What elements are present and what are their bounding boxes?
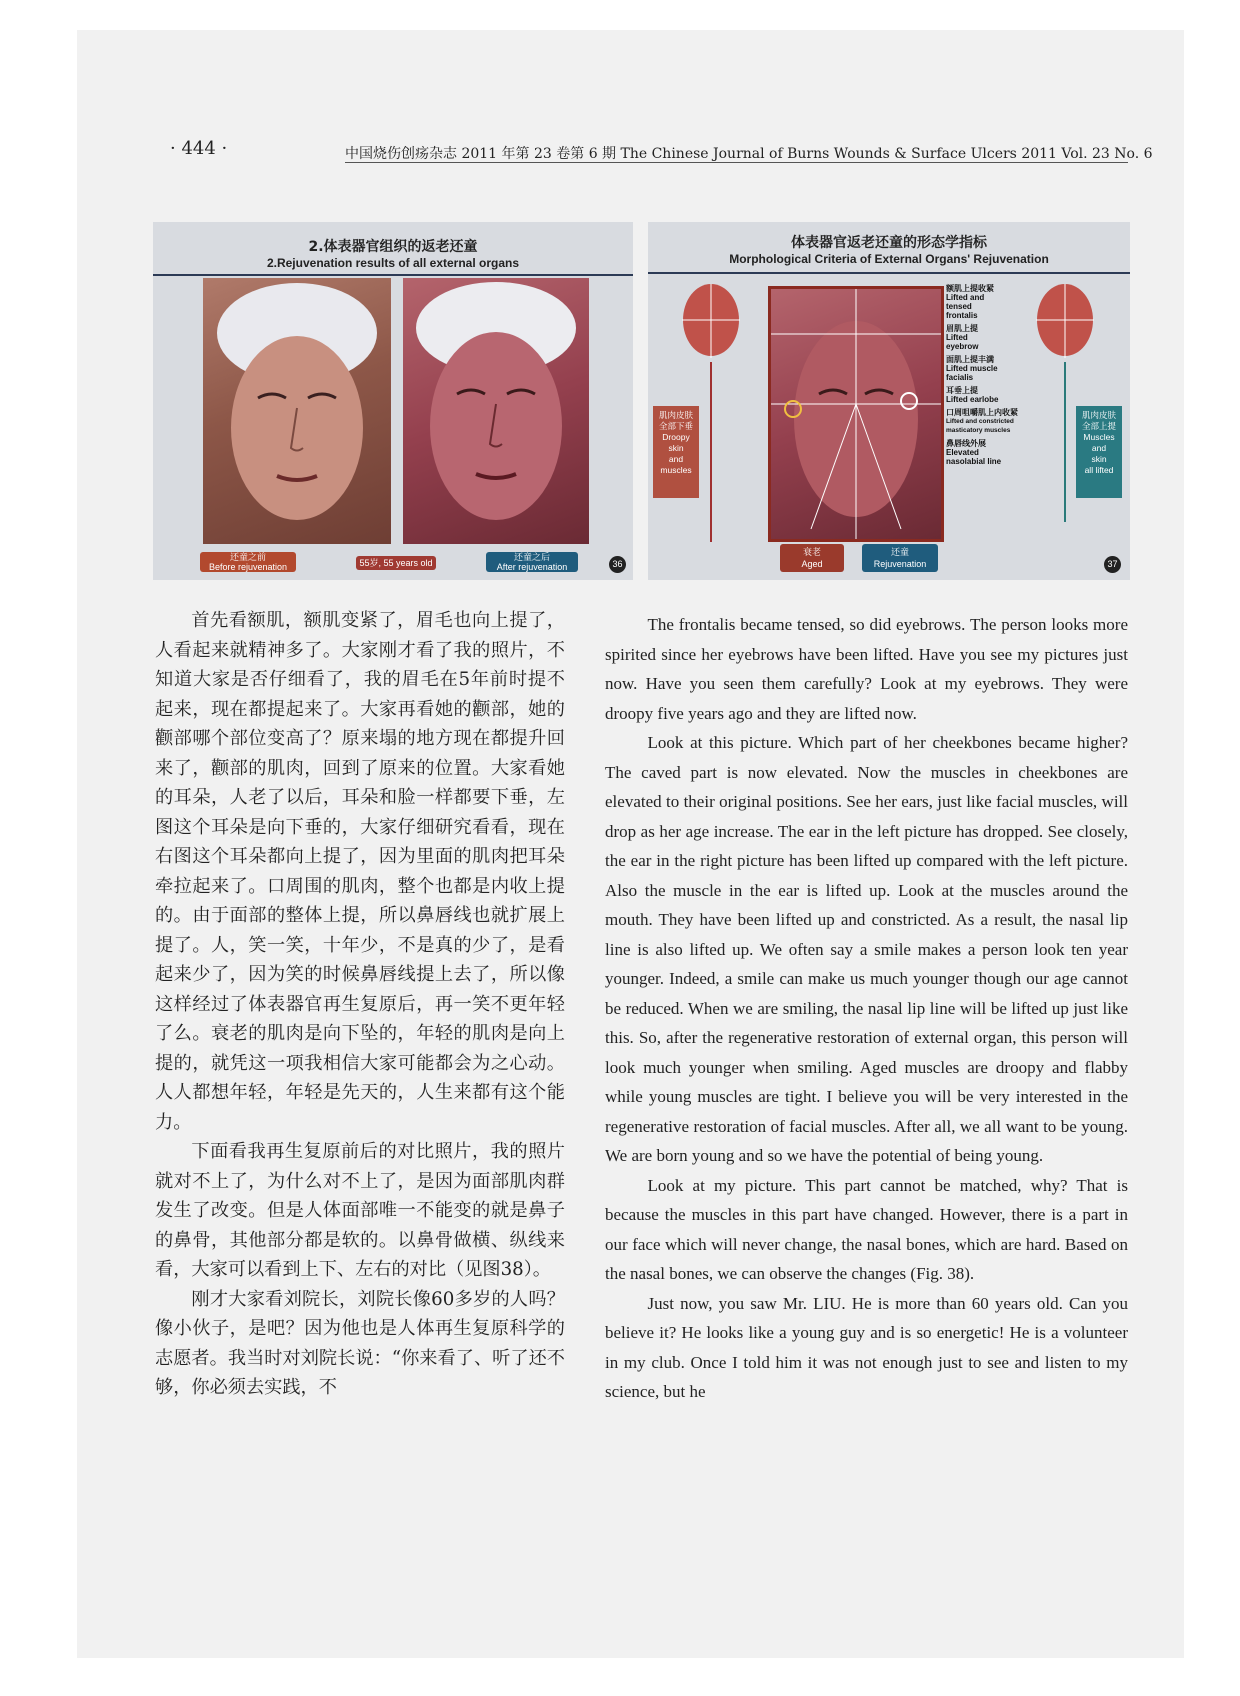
- after-label-en: After rejuvenation: [496, 562, 568, 572]
- after-photo: [403, 278, 589, 544]
- annotation-facialis-zh: 面肌上提丰满: [946, 355, 994, 364]
- en-paragraph-3: Look at my picture. This part cannot be matched, why? That is because the muscles in this part have changed. However, there is a part in our face which will never change, the nasal bones, which are hard. Based on the nasal bones, we can observe the changes (Fig. 38).: [605, 1175, 1128, 1283]
- lifted-line-5: skin: [1091, 454, 1107, 464]
- lifted-line-6: all lifted: [1084, 465, 1114, 475]
- lifted-line-1: 肌肉皮肤: [1081, 410, 1116, 420]
- annotation-masticatory-zh: 口周咀嚼肌上内收紧: [946, 408, 1018, 417]
- figure-37-title-zh: 体表器官返老还童的形态学指标: [791, 235, 987, 251]
- annotation-eyebrow-en2: eyebrow: [946, 342, 979, 351]
- chinese-column: [155, 606, 565, 1403]
- annotation-frontalis-zh: 额肌上提收紧: [946, 284, 994, 293]
- annotation-facialis: [946, 355, 1028, 382]
- annotation-facialis-en1: Lifted muscle: [946, 364, 998, 373]
- anatomy-head-left-icon: [676, 280, 746, 360]
- annotation-nasolabial-en2: nasolabial line: [946, 457, 1002, 466]
- before-label-zh: 还童之前: [229, 552, 266, 562]
- vertical-arrow-right: [1064, 362, 1066, 522]
- before-photo: [203, 278, 391, 544]
- page-number: · 444 ·: [170, 138, 228, 159]
- annotation-facialis-en2: facialis: [946, 373, 974, 382]
- anatomy-head-right-icon: [1030, 280, 1100, 360]
- rejuvenation-label: [862, 544, 938, 572]
- aged-label-zh: 衰老: [802, 547, 821, 557]
- figure-36-title-en: 2.Rejuvenation results of all external organs: [266, 256, 520, 270]
- figure-36-rule: [153, 274, 633, 276]
- figure-37: [648, 222, 1130, 580]
- annotation-eyebrow: [946, 324, 1028, 351]
- annotation-frontalis-en3: frontalis: [946, 311, 978, 320]
- figure-number-37: 37: [1104, 556, 1121, 573]
- after-label: [486, 552, 578, 572]
- lifted-line-4: and: [1091, 443, 1107, 453]
- annotation-earlobe-zh: 耳垂上提: [946, 386, 978, 395]
- rejuvenation-label-en: Rejuvenation: [873, 559, 927, 569]
- annotation-list: [946, 284, 1028, 466]
- figure-36-title-zh: 2.体表器官组织的返老还童: [308, 239, 478, 255]
- zh-paragraph-2: 下面看我再生复原前后的对比照片，我的照片就对不上了，为什么对不上了，是因为面部肌肉群发生了改变。但是人体面部唯一不能变的就是鼻子的鼻骨，其他部分都是软的。以鼻骨做横、纵线来看，大家可以看到上下、左右的对比（见图38）。: [155, 1141, 565, 1280]
- droopy-line-6: muscles: [660, 465, 692, 475]
- annotation-masticatory-en2: masticatory muscles: [946, 427, 1011, 434]
- droopy-line-1: 肌肉皮肤: [658, 410, 693, 420]
- header-rule: [345, 162, 1128, 163]
- aged-label: [780, 544, 844, 572]
- running-header: 中国烧伤创疡杂志 2011 年第 23 卷第 6 期 The Chinese Journal of Burns Wounds & Surface Ulcers 2011 Vol. 23 No. 6: [345, 146, 1153, 162]
- droopy-line-2: 全部下垂: [658, 421, 693, 431]
- figure-37-title-en: Morphological Criteria of External Organs' Rejuvenation: [729, 252, 1049, 266]
- english-column: [605, 610, 1128, 1407]
- droopy-line-4: skin: [668, 443, 684, 453]
- en-paragraph-1: The frontalis became tensed, so did eyebrows. The person looks more spirited since her eyebrows have been lifted. Have you see my pictures just now. Have you seen them carefully? Look at my eyebrows. They were droopy five years ago and they are lifted now.: [605, 615, 1128, 723]
- en-paragraph-2: Look at this picture. Which part of her cheekbones became higher? The caved part is now elevated. Now the muscles in cheekbones are elevated to their original positions. See her ears, just like facial muscles, will drop as her age increase. The ear in the left picture has dropped. See closely, the ear in the right picture has been lifted up compared with the left picture. Also the muscle in the ear is lifted up. Look at the muscles around the mouth. They have been lifted up and constricted. As a result, the nasal lip line is also lifted up. We often say a smile makes a person look ten year younger. Indeed, a smile can make us much younger though our age cannot be reduced. When we are smiling, the nasal lip line will be lifted up just like this. So, after the regenerative restoration of external organ, this person will look much younger when smiling. Aged muscles are droopy and flabby while young muscles are tight. I believe you will be very interested in the regenerative restoration of facial muscles. After all, we all want to be young. We are born young and so we have the potential of being young.: [605, 733, 1128, 1165]
- rejuvenation-photo: [768, 286, 944, 542]
- lifted-line-2: 全部上提: [1081, 421, 1116, 431]
- figure-36: [153, 222, 633, 580]
- before-label-en: Before rejuvenation: [208, 562, 288, 572]
- annotation-frontalis-en2: tensed: [946, 302, 972, 311]
- annotation-frontalis-en1: Lifted and: [946, 293, 985, 302]
- aged-label-en: Aged: [801, 559, 823, 569]
- figure-number-36: 36: [609, 556, 626, 573]
- face-illustration-after: [403, 278, 589, 544]
- age-label: 55岁, 55 years old: [356, 556, 436, 570]
- figure-37-rule: [648, 272, 1130, 274]
- after-label-zh: 还童之后: [513, 552, 550, 562]
- annotation-masticatory: [946, 408, 1028, 435]
- lifted-line-3: Muscles: [1083, 432, 1115, 442]
- droopy-line-3: Droopy: [662, 432, 690, 442]
- annotation-nasolabial: [946, 439, 1028, 466]
- annotation-masticatory-en1: Lifted and constricted: [946, 418, 1014, 425]
- annotation-frontalis: [946, 284, 1028, 320]
- face-grid-illustration: [771, 289, 941, 539]
- vertical-arrow-left: [710, 362, 712, 542]
- annotation-nasolabial-zh: 鼻唇线外展: [946, 439, 986, 448]
- annotation-nasolabial-en1: Elevated: [946, 448, 979, 457]
- droopy-box: [653, 406, 699, 498]
- before-label: [200, 552, 296, 572]
- annotation-earlobe-en1: Lifted earlobe: [946, 395, 999, 404]
- annotation-eyebrow-zh: 眉肌上提: [946, 324, 978, 333]
- lifted-box: [1076, 406, 1122, 498]
- rejuvenation-label-zh: 还童: [890, 547, 909, 557]
- face-illustration-before: [203, 278, 391, 544]
- annotation-earlobe: [946, 386, 1028, 404]
- zh-paragraph-3: 刚才大家看刘院长，刘院长像60多岁的人吗？像小伙子，是吧？因为他也是人体再生复原科学的志愿者。我当时对刘院长说：“你来看了、听了还不够，你必须去实践，不: [155, 1288, 565, 1398]
- droopy-line-5: and: [668, 454, 684, 464]
- en-paragraph-4: Just now, you saw Mr. LIU. He is more than 60 years old. Can you believe it? He looks like a young guy and is so energetic! He is a volunteer in my club. Once I told him it was not enough just to see and listen to my science, but he: [605, 1293, 1128, 1401]
- annotation-eyebrow-en1: Lifted: [946, 333, 968, 342]
- zh-paragraph-1: 首先看额肌，额肌变紧了，眉毛也向上提了，人看起来就精神多了。大家刚才看了我的照片，不知道大家是否仔细看了，我的眉毛在5年前时提不起来，现在都提起来了。大家再看她的颧部，她的颧部哪个部位变高了？原来塌的地方现在都提升回来了，颧部的肌肉，回到了原来的位置。大家看她的耳朵，人老了以后，耳朵和脸一样都要下垂，左图这个耳朵是向下垂的，大家仔细研究看看，现在右图这个耳朵都向上提了，因为里面的肌肉把耳朵牵拉起来了。口周围的肌肉，整个也都是内收上提的。由于面部的整体上提，所以鼻唇线也就扩展上提了。人，笑一笑，十年少，不是真的少了，是看起来少了，因为笑的时候鼻唇线提上去了，所以像这样经过了体表器官再生复原后，再一笑不更年轻了么。衰老的肌肉是向下坠的，年轻的肌肉是向上提的，就凭这一项我相信大家可能都会为之心动。人人都想年轻，年轻是先天的，人生来都有这个能力。: [155, 610, 565, 1133]
